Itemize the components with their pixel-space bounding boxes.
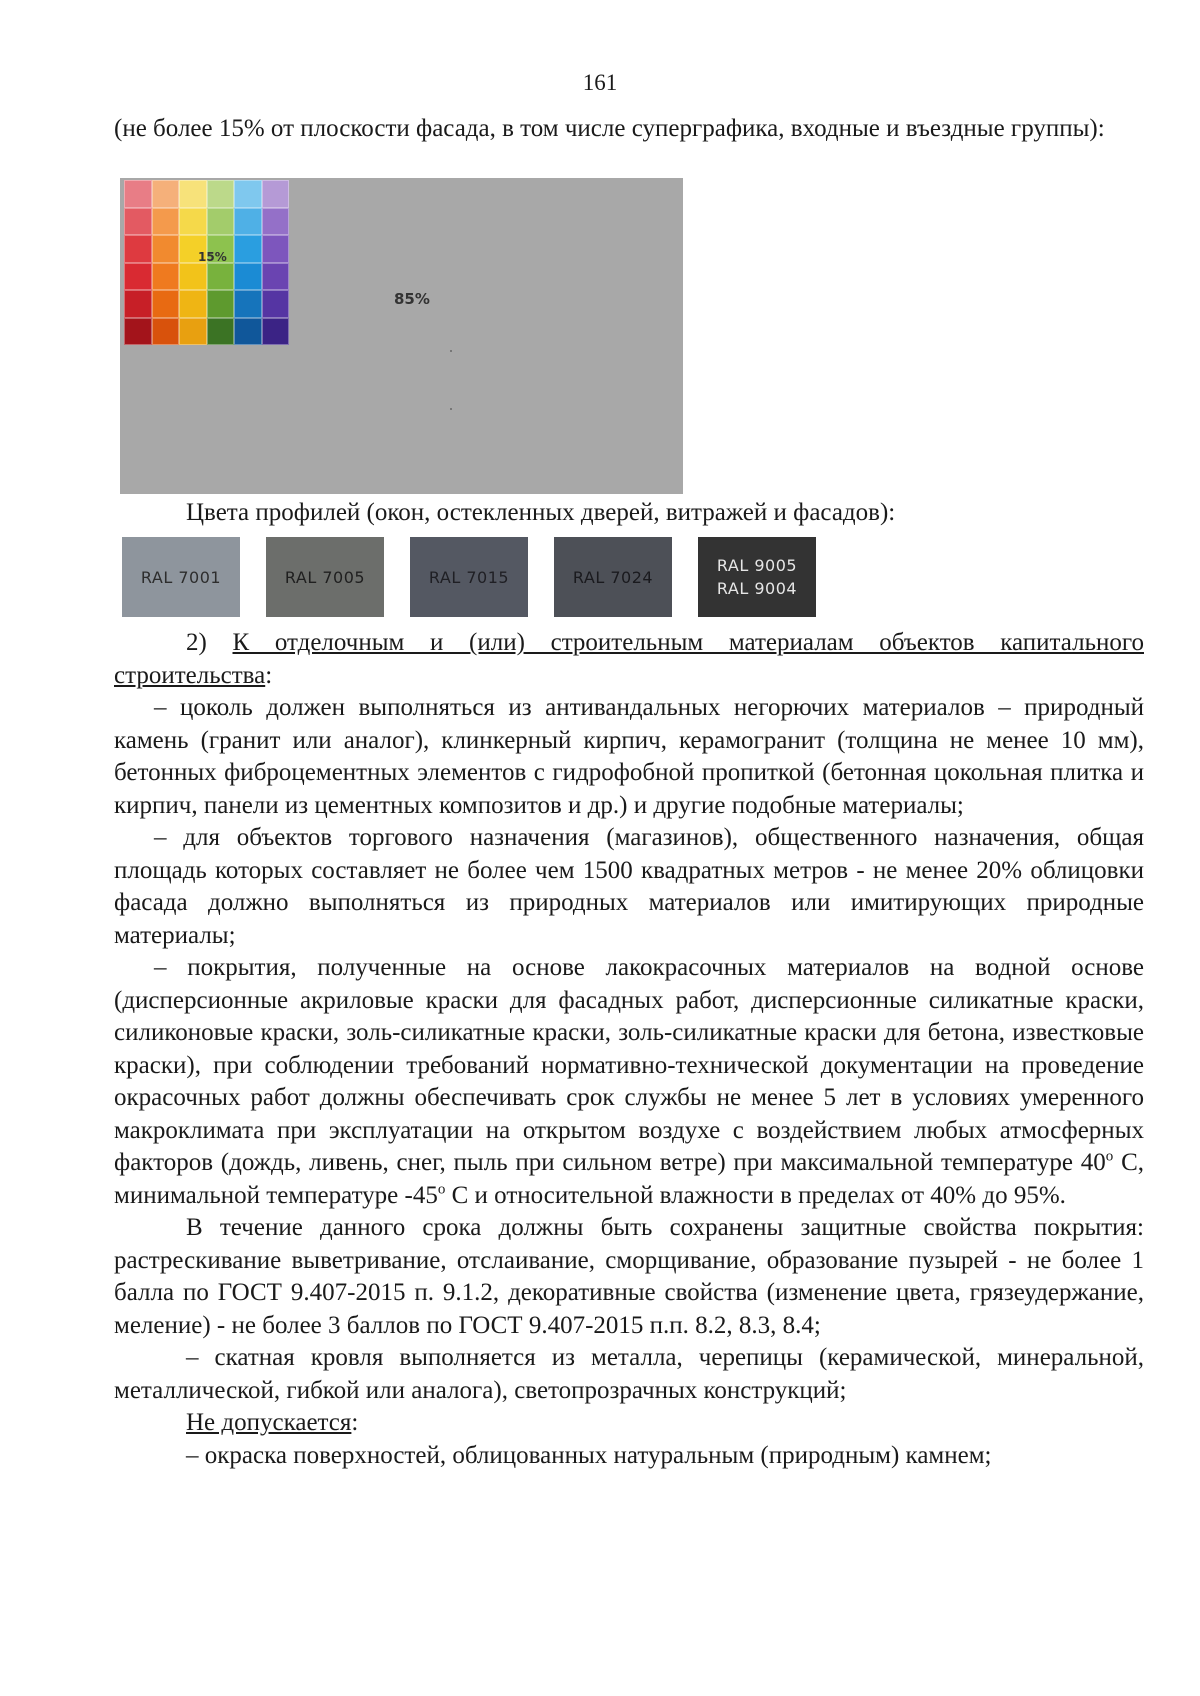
color-cell: [234, 290, 262, 318]
page-number: 161: [582, 70, 618, 95]
color-cell: [234, 235, 262, 263]
prohibited-colon: :: [351, 1409, 359, 1436]
color-cell: [234, 180, 262, 208]
color-cell: [207, 180, 235, 208]
speck: [450, 350, 452, 352]
color-cell: [124, 180, 152, 208]
color-cell: [152, 263, 180, 291]
stone-painting-paragraph: – окраска поверхностей, облицованных натуральным (природным) камнем;: [186, 1441, 992, 1469]
color-cell: [262, 290, 290, 318]
color-cell: [207, 208, 235, 236]
color-cell: [179, 208, 207, 236]
roof-paragraph: – скатная кровля выполняется из металла, черепицы (керамической, минеральной, металлической, гибкой или аналога), светопрозрачных конструкций;: [114, 1344, 1144, 1404]
swatch-ral-7005: [266, 537, 384, 617]
color-cell: [152, 318, 180, 346]
swatch-label: RAL 7005: [284, 567, 366, 587]
ral-swatch-row: [122, 537, 822, 617]
color-cell: [262, 208, 290, 236]
color-cell: [124, 208, 152, 236]
swatch-label: RAL 9005: [716, 556, 798, 575]
speck: [450, 408, 452, 410]
body-text: [114, 627, 1144, 1472]
swatch-ral-9005-9004: [698, 537, 816, 617]
color-cell: [262, 235, 290, 263]
prohibited-heading: [114, 1407, 1144, 1440]
swatch-label: RAL 7001: [140, 567, 222, 587]
prohibited-label: Не допускается: [186, 1409, 352, 1436]
commercial-facade-paragraph: – для объектов торгового назначения (магазинов), общественного назначения, общая площадь которых составляет не более чем 1500 квадратных метров - не менее 20% облицовки фасада должно выполняться из природных материалов или имитирующих природные материалы;: [114, 824, 1144, 949]
color-cell: [152, 290, 180, 318]
color-cell: [234, 208, 262, 236]
color-cell: [262, 180, 290, 208]
degree-mark: o: [1105, 1148, 1114, 1165]
color-cell: [152, 180, 180, 208]
color-cell: [152, 208, 180, 236]
coatings-text-c: С и относительной влажности в пределах от 40% до 95%.: [445, 1181, 1066, 1209]
swatch-label-secondary: RAL 9004: [716, 579, 798, 598]
coatings-text-b: С, минимальной температуре -45: [114, 1149, 1144, 1209]
section-2-title: К отделочным и (или) строительным материалам объектов капитального строительства: [114, 629, 1144, 689]
color-cell: [179, 290, 207, 318]
color-cell: [124, 263, 152, 291]
base-share-label: 85%: [394, 290, 430, 308]
color-cell: [179, 318, 207, 346]
swatch-ral-7015: [410, 537, 528, 617]
swatch-ral-7024: [554, 537, 672, 617]
profiles-caption-block: [114, 497, 1144, 530]
section-2-colon: :: [265, 661, 273, 689]
color-cell: [234, 263, 262, 291]
coatings-text-a: – покрытия, полученные на основе лакокрасочных материалов на водной основе (дисперсионные акриловые краски для фасадных работ, дисперсионные силикатные краски, силиконовые краски, золь-силикатные краски, золь-силикатные краски для бетона, известковые краски), при соблюдении требований нормативно-технической документации на проведение окрасочных работ должны обеспечивать срок службы не менее 5 лет в условиях умеренного макроклимата при эксплуатации на открытом воздухе с воздействием любых атмосферных факторов (дождь, ливень, снег, пыль при сильном ветре) при максимальной температуре 40: [114, 954, 1144, 1176]
color-cell: [124, 235, 152, 263]
coatings-paragraph: [114, 952, 1144, 1212]
accent-share-label: 15%: [198, 250, 227, 264]
section-2-heading: [114, 627, 1144, 692]
intro-block: [114, 113, 1144, 146]
facade-color-diagram: [120, 178, 683, 494]
color-cell: [234, 318, 262, 346]
color-cell: [207, 318, 235, 346]
color-cell: [179, 263, 207, 291]
color-cell: [207, 290, 235, 318]
color-cell: [207, 263, 235, 291]
section-2-number: 2): [186, 629, 207, 656]
color-cell: [262, 318, 290, 346]
profiles-caption: Цвета профилей (окон, остекленных дверей, витражей и фасадов):: [186, 499, 896, 526]
intro-text: (не более 15% от плоскости фасада, в том числе суперграфика, входные и въездные группы):: [114, 115, 1105, 142]
color-cell: [124, 290, 152, 318]
swatch-label: RAL 7024: [572, 567, 654, 587]
swatch-label: RAL 7015: [428, 567, 510, 587]
degree-mark: o: [437, 1181, 446, 1198]
coating-durability-paragraph: В течение данного срока должны быть сохранены защитные свойства покрытия: растрескивание выветривание, отслаивание, сморщивание, образование пузырей - не более 1 балла по ГОСТ 9.407-2015 п. 9.1.2, декоративные свойства (изменение цвета, грязеудержание, меление) - не более 3 баллов по ГОСТ 9.407-2015 п.п. 8.2, 8.3, 8.4;: [114, 1214, 1144, 1339]
swatch-ral-7001: [122, 537, 240, 617]
color-cell: [179, 180, 207, 208]
plinth-paragraph: – цоколь должен выполняться из антивандальных негорючих материалов – природный камень (гранит или аналог), клинкерный кирпич, керамогранит (толщина не менее 10 мм), бетонных фиброцементных элементов с гидрофобной пропиткой (бетонная цокольная плитка и кирпич, панели из цементных композитов и др.) и другие подобные материалы;: [114, 694, 1144, 819]
color-cell: [262, 263, 290, 291]
color-cell: [152, 235, 180, 263]
color-cell: [124, 318, 152, 346]
